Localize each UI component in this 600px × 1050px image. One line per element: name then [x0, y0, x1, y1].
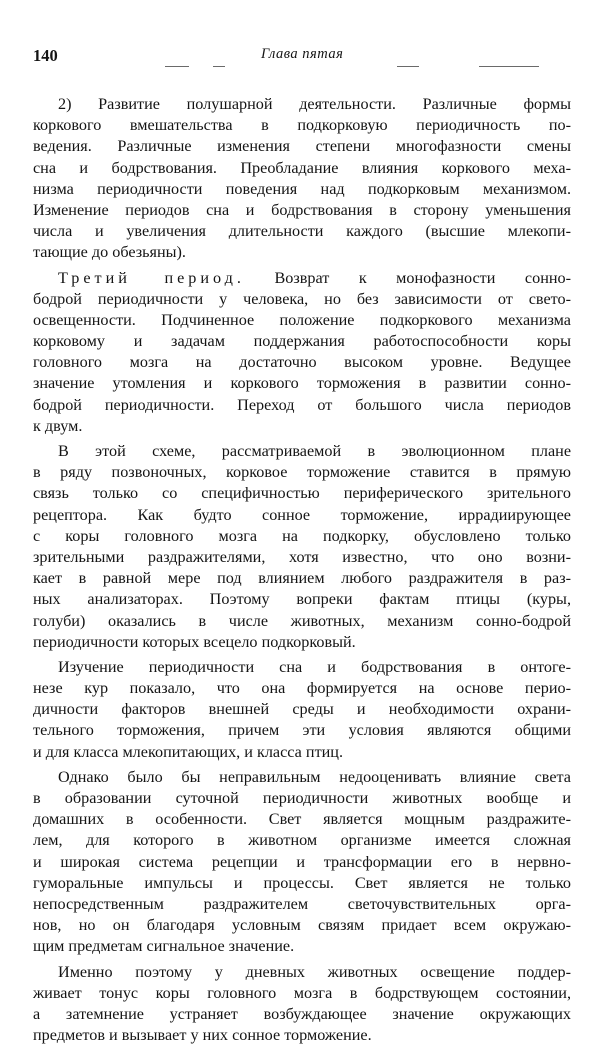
- text-line: кает в равной мере под влиянием любого раздражителя в раз-: [33, 569, 571, 588]
- text-line: к двум.: [33, 416, 83, 435]
- text-line: сна и бодрствования. Преобладание влияния коркового меха-: [33, 158, 571, 177]
- text-line: Изменение периодов сна и бодрствования в сторону уменьшения: [33, 200, 571, 219]
- text-line: а затемнение устраняет возбуждающее значение окружающих: [33, 1004, 571, 1023]
- text-line: голуби) оказались в числе животных, механизм сонно-бодрой: [33, 611, 571, 630]
- text-line: Изучение периодичности сна и бодрствования в онтоге-: [58, 657, 571, 676]
- paragraph-1: [33, 94, 571, 264]
- text-line: В этой схеме, рассматриваемой в эволюционном плане: [58, 442, 571, 460]
- text-line: тельного торможения, причем эти условия являются общими: [33, 721, 571, 740]
- header-rule: [165, 66, 189, 67]
- chapter-title: Глава пятая: [261, 46, 344, 62]
- text-line: нов, но он благодаря условным связям придает всем окружаю-: [33, 916, 571, 935]
- text-line: коркового вмешательства в подкорковую периодичность по-: [33, 116, 571, 135]
- text-line: тающие до обезьяны).: [33, 243, 186, 262]
- text-line: периодичности которых всецело подкорковый.: [33, 632, 356, 651]
- text-line: низма периодичности поведения над подкорковым механизмом.: [33, 179, 571, 198]
- text-fragment: Возврат к монофазности сонно-: [244, 268, 572, 287]
- text-line: рецептора. Как будто сонное торможение, иррадиирующее: [33, 505, 571, 524]
- text-line: щим предметам сигнальное значение.: [33, 937, 295, 956]
- paragraph-3: [33, 441, 571, 653]
- body-text: [33, 94, 571, 1050]
- header-rule: [397, 66, 419, 67]
- text-line: лем, для которого в животном организме имеется сложная: [33, 831, 571, 850]
- paragraph-5: [33, 767, 571, 958]
- text-line: ведения. Различные изменения степени многофазности смены: [33, 137, 571, 156]
- header-rule: [479, 66, 539, 67]
- text-line: ных анализаторах. Поэтому вопреки фактам птицы (куры,: [33, 590, 571, 609]
- text-line: домашних в особенности. Свет является мощным раздражите-: [33, 810, 571, 829]
- text-line: значение утомления и коркового торможения в развитии сонно-: [33, 374, 571, 393]
- text-line: незе кур показало, что она формируется на основе перио-: [33, 679, 571, 698]
- text-line: Именно поэтому у дневных животных освещение поддер-: [58, 962, 571, 981]
- text-line: корковому и задачам поддержания работоспособности коры: [33, 332, 571, 351]
- text-line: 2) Развитие полушарной деятельности. Различные формы: [58, 95, 571, 113]
- text-line: и для класса млекопитающих, и класса птиц.: [33, 742, 344, 761]
- text-line: зрительными раздражителями, хотя известно, что оно возни-: [33, 547, 571, 566]
- spaced-heading: Третий период.: [58, 268, 245, 287]
- text-line: в образовании суточной периодичности животных вообще и: [33, 789, 571, 807]
- text-line: непосредственным раздражителем светочувствительных орга-: [33, 894, 571, 913]
- paragraph-4: [33, 657, 571, 763]
- text-line: числа и увеличения длительности каждого (высшие млекопи-: [33, 222, 571, 241]
- page-number: 140: [33, 46, 58, 65]
- text-line: гуморальные импульсы и процессы. Свет является не только: [33, 873, 571, 892]
- text-line: предметов и вызывает у них сонное торможение.: [33, 1026, 372, 1045]
- header-rule: [213, 66, 225, 67]
- paragraph-2: [33, 268, 571, 438]
- text-line: с коры головного мозга на подкорку, обусловлено только: [33, 526, 571, 545]
- text-line: и широкая система рецепции и трансформации его в нервно-: [33, 852, 571, 871]
- text-line: бодрой периодичности. Переход от большого числа периодов: [33, 395, 571, 414]
- text-line: дичности факторов внешней среды и необходимости охрани-: [33, 700, 571, 719]
- text-line: [33, 268, 571, 289]
- text-line: головного мозга на достаточно высоком уровне. Ведущее: [33, 353, 571, 372]
- text-line: живает тонус коры головного мозга в бодрствующем состоянии,: [33, 983, 571, 1002]
- paragraph-6: [33, 962, 571, 1047]
- text-line: освещенности. Подчиненное положение подкоркового механизма: [33, 310, 571, 329]
- text-line: связь только со специфичностью периферического зрительного: [33, 484, 571, 503]
- text-line: в ряду позвоночных, корковое торможение ставится в прямую: [33, 463, 571, 482]
- running-head: [33, 46, 569, 72]
- text-line: бодрой периодичности у человека, но без зависимости от свето-: [33, 289, 571, 308]
- text-line: Однако было бы неправильным недооценивать влияние света: [58, 767, 571, 786]
